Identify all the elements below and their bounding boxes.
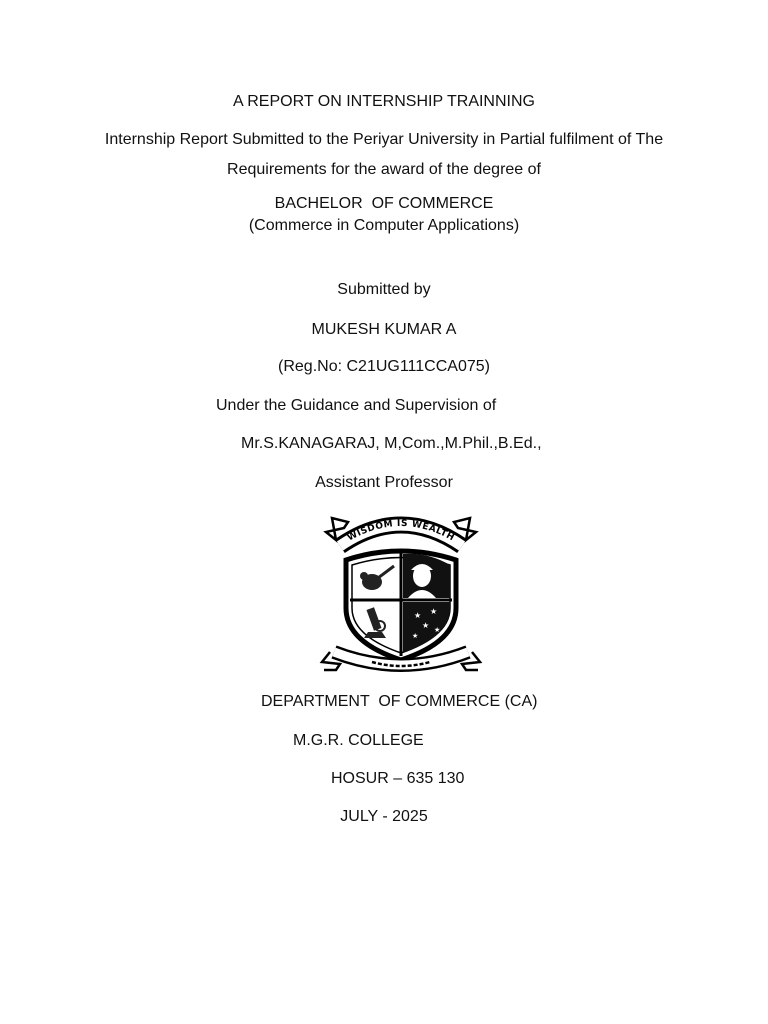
svg-text:★: ★ (412, 633, 419, 640)
svg-text:★: ★ (434, 627, 441, 634)
department-name: DEPARTMENT OF COMMERCE (CA) (261, 693, 538, 710)
guide-title: Assistant Professor (315, 474, 453, 491)
guidance-label: Under the Guidance and Supervision of (216, 397, 497, 414)
svg-text:★: ★ (430, 607, 438, 616)
degree-name: BACHELOR OF COMMERCE (274, 195, 494, 212)
submitted-by-label: Submitted by (337, 281, 431, 298)
degree-specialization: (Commerce in Computer Applications) (248, 217, 520, 234)
college-emblem (318, 510, 484, 678)
student-name: MUKESH KUMAR A (311, 321, 457, 338)
guide-name: Mr.S.KANAGARAJ, M,Com.,M.Phil.,B.Ed., (241, 435, 542, 452)
college-city: HOSUR – 635 130 (331, 770, 465, 787)
report-date: JULY - 2025 (340, 808, 428, 825)
emblem-motto: WISDOM IS WEALTH (345, 518, 457, 544)
report-title: A REPORT ON INTERNSHIP TRAINNING (233, 93, 535, 110)
svg-text:★: ★ (414, 611, 422, 620)
svg-text:★: ★ (422, 621, 430, 630)
college-name: M.G.R. COLLEGE (293, 732, 424, 749)
registration-number: (Reg.No: C21UG111CCA075) (278, 358, 490, 375)
submission-line-1: Internship Report Submitted to the Periyar University in Partial fulfilment of The (104, 131, 664, 148)
submission-line-2: Requirements for the award of the degree of (227, 161, 541, 178)
